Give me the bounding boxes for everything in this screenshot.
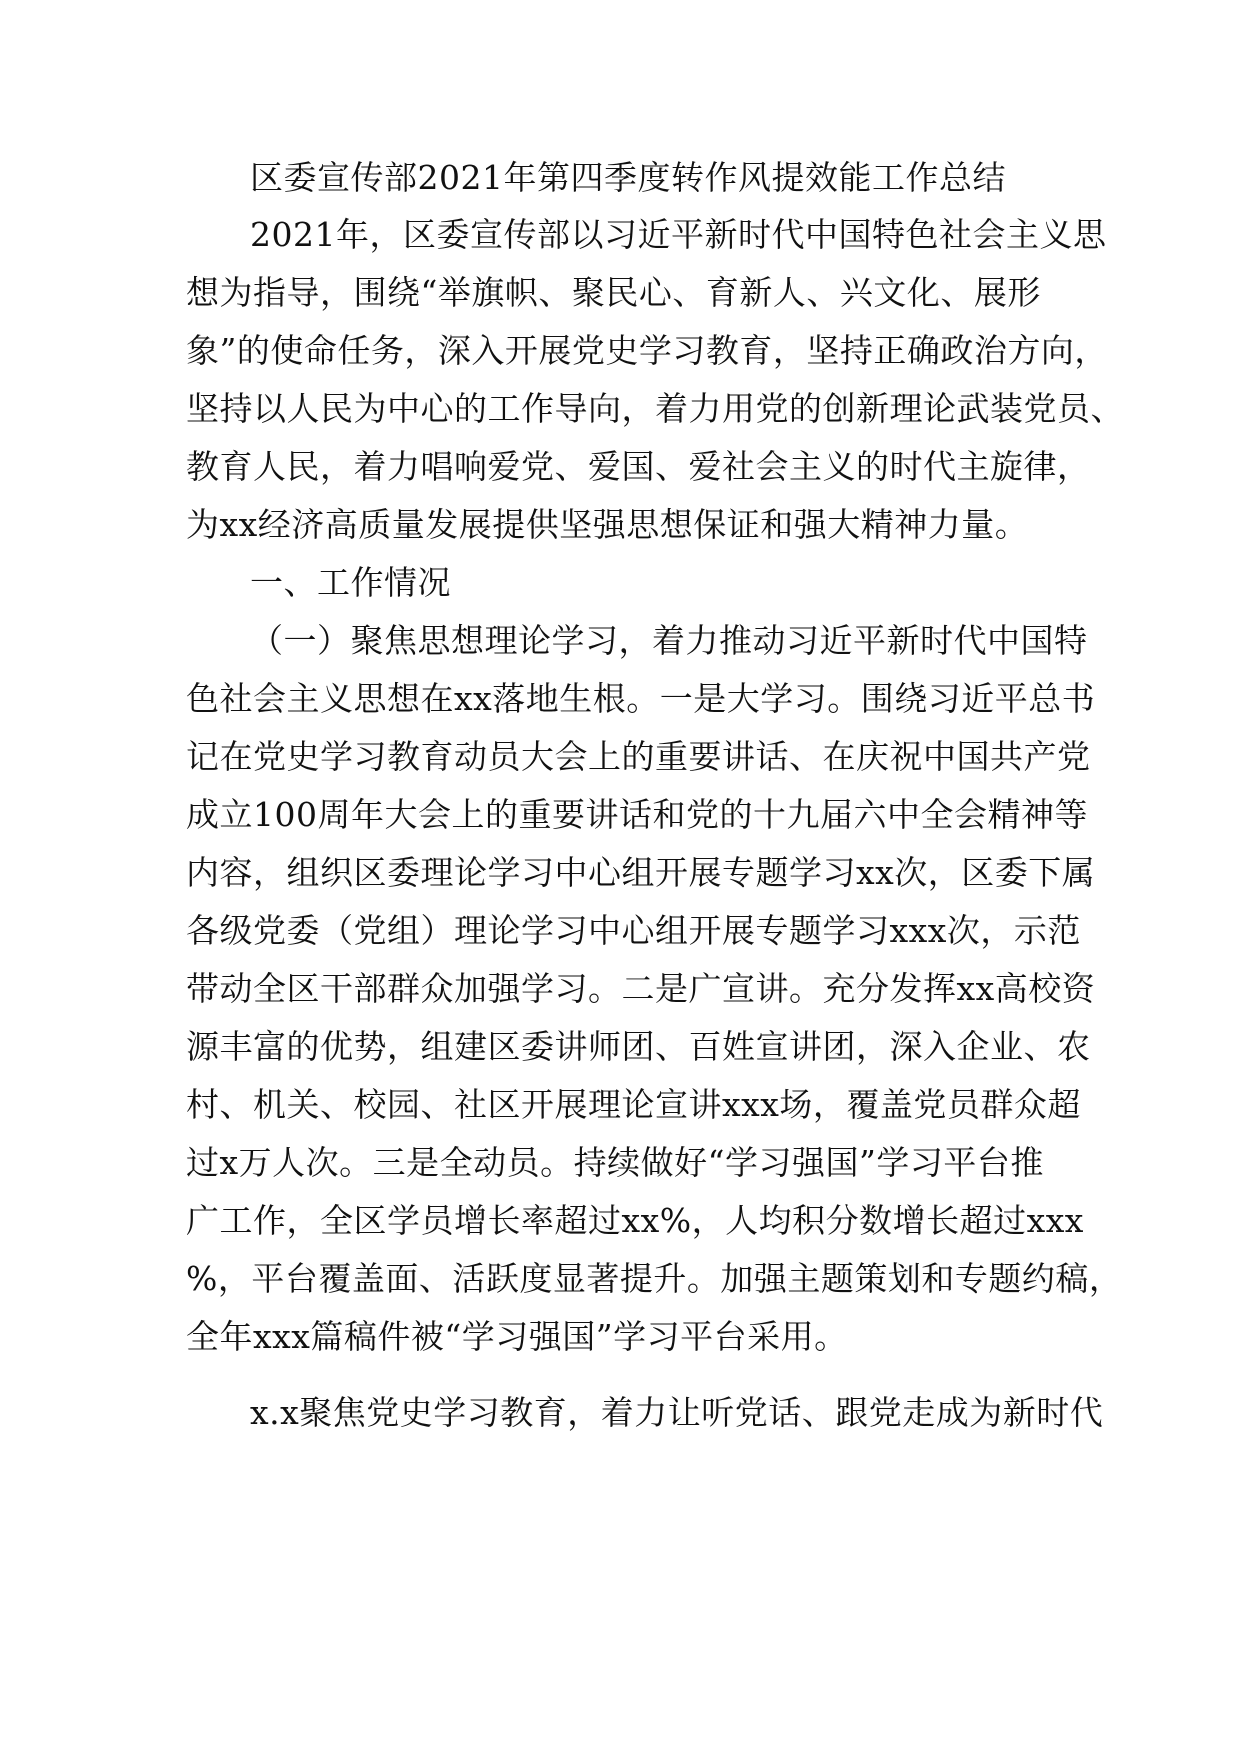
text-line: x.x聚焦党史学习教育，着力让听党话、跟党走成为新时代 bbox=[250, 1393, 1104, 1432]
text-line: 各级党委（党组）理论学习中心组开展专题学习xxx次，示范 bbox=[186, 911, 1081, 950]
text-line: 2021年，区委宣传部以习近平新时代中国特色社会主义思 bbox=[250, 215, 1107, 254]
text-line: 记在党史学习教育动员大会上的重要讲话、在庆祝中国共产党 bbox=[186, 737, 1091, 776]
text-line: 内容，组织区委理论学习中心组开展专题学习xx次，区委下属 bbox=[186, 853, 1096, 892]
document-title: 区委宣传部2021年第四季度转作风提效能工作总结 bbox=[250, 158, 1006, 197]
text-line: 色社会主义思想在xx落地生根。一是大学习。围绕习近平总书 bbox=[186, 679, 1096, 718]
section-heading: 一、工作情况 bbox=[250, 563, 451, 602]
text-line: 过x万人次。三是全动员。持续做好“学习强国”学习平台推 bbox=[186, 1143, 1044, 1182]
text-line: 教育人民，着力唱响爱党、爱国、爱社会主义的时代主旋律， bbox=[186, 447, 1091, 486]
text-line: 村、机关、校园、社区开展理论宣讲xxx场，覆盖党员群众超 bbox=[186, 1085, 1081, 1124]
text-line: 全年xxx篇稿件被“学习强国”学习平台采用。 bbox=[186, 1317, 848, 1356]
text-line: 想为指导，围绕“举旗帜、聚民心、育新人、兴文化、展形 bbox=[186, 273, 1041, 312]
text-line: 广工作，全区学员增长率超过xx%，人均积分数增长超过xxx bbox=[186, 1201, 1084, 1240]
text-line: %，平台覆盖面、活跃度显著提升。加强主题策划和专题约稿， bbox=[186, 1259, 1123, 1298]
text-line: （一）聚焦思想理论学习，着力推动习近平新时代中国特 bbox=[250, 621, 1088, 660]
text-line: 象”的使命任务，深入开展党史学习教育，坚持正确政治方向， bbox=[186, 331, 1108, 370]
text-line: 成立100周年大会上的重要讲话和党的十九届六中全会精神等 bbox=[186, 795, 1088, 834]
text-line: 坚持以人民为中心的工作导向，着力用党的创新理论武装党员、 bbox=[186, 389, 1124, 428]
text-line: 源丰富的优势，组建区委讲师团、百姓宣讲团，深入企业、农 bbox=[186, 1027, 1091, 1066]
text-line: 带动全区干部群众加强学习。二是广宣讲。充分发挥xx高校资 bbox=[186, 969, 1096, 1008]
text-line: 为xx经济高质量发展提供坚强思想保证和强大精神力量。 bbox=[186, 505, 1029, 544]
